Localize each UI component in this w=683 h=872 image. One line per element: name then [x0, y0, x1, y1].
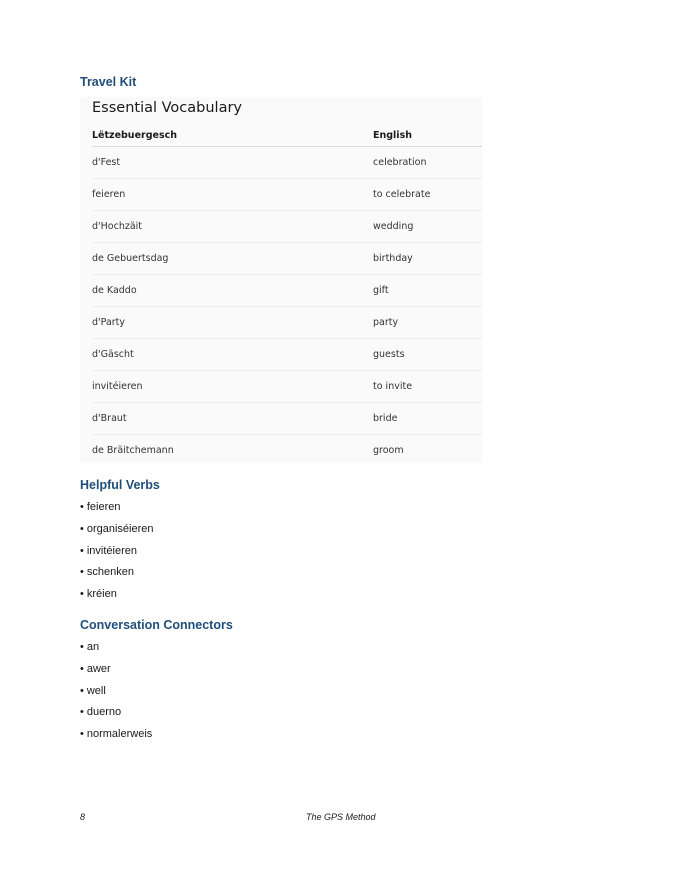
conversation-connectors-heading: Conversation Connectors — [80, 618, 233, 632]
verb-text: schenken — [86, 566, 134, 579]
book-title-footer: The GPS Method — [306, 812, 376, 822]
table-header-row — [92, 125, 482, 146]
english-term: bride — [373, 402, 482, 434]
luxembourgish-term: d'Gäscht — [92, 338, 373, 370]
verb-text: invitéieren — [86, 544, 137, 557]
list-item — [80, 724, 152, 746]
connector-text: duerno — [86, 706, 122, 719]
vocabulary-title: Essential Vocabulary — [92, 100, 242, 116]
vocabulary-table — [92, 125, 482, 466]
list-item — [80, 702, 152, 724]
table-row — [92, 402, 482, 434]
english-term: to invite — [373, 370, 482, 402]
list-item — [80, 562, 154, 584]
bullet-icon: • — [80, 588, 84, 601]
bullet-icon: • — [80, 566, 84, 579]
vocabulary-box — [80, 97, 482, 463]
luxembourgish-term: d'Party — [92, 306, 373, 338]
table-row — [92, 306, 482, 338]
luxembourgish-term: invitéieren — [92, 370, 373, 402]
table-row — [92, 242, 482, 274]
luxembourgish-term: de Bräitchemann — [92, 444, 174, 456]
table-row — [92, 274, 482, 306]
list-item — [80, 519, 154, 541]
verb-text: organiséieren — [86, 522, 154, 535]
bullet-icon: • — [80, 641, 84, 653]
connector-text: awer — [86, 662, 111, 675]
list-item — [80, 681, 152, 703]
luxembourgish-term: de Kaddo — [92, 274, 373, 306]
luxembourgish-term: d'Hochzäit — [92, 210, 373, 242]
travel-kit-heading: Travel Kit — [80, 75, 137, 89]
bullet-icon: • — [80, 684, 84, 697]
table-row — [92, 146, 482, 178]
conversation-connectors-list — [80, 637, 152, 746]
bullet-icon: • — [80, 544, 84, 557]
page-number: 8 — [80, 812, 86, 822]
english-term: wedding — [373, 210, 482, 242]
connector-text: normalerweis — [86, 728, 153, 741]
luxembourgish-term: d'Fest — [92, 146, 373, 178]
column-header-english: English — [373, 125, 482, 146]
english-term: celebration — [373, 146, 482, 178]
luxembourgish-term: de Gebuertsdag — [92, 242, 373, 274]
english-term: party — [373, 306, 482, 338]
column-header-luxembourgish: Lëtzebuergesch — [92, 125, 373, 146]
verb-text: kréien — [86, 588, 117, 601]
list-item — [80, 541, 154, 563]
helpful-verbs-list — [80, 497, 154, 606]
table-row — [92, 178, 482, 210]
english-term: gift — [373, 274, 482, 306]
table-row — [92, 210, 482, 242]
bullet-icon: • — [80, 522, 84, 535]
list-item — [80, 497, 154, 519]
bullet-icon: • — [80, 706, 84, 719]
english-term: guests — [373, 338, 482, 370]
english-term: to celebrate — [373, 178, 482, 210]
table-row — [92, 434, 482, 466]
english-term: groom — [373, 444, 404, 456]
luxembourgish-term: feieren — [92, 178, 373, 210]
helpful-verbs-heading: Helpful Verbs — [80, 478, 160, 492]
english-term: birthday — [373, 242, 482, 274]
connector-text: an — [86, 641, 100, 653]
table-row — [92, 338, 482, 370]
bullet-icon: • — [80, 728, 84, 741]
connector-text: well — [86, 684, 106, 697]
list-item — [80, 659, 152, 681]
bullet-icon: • — [80, 662, 84, 675]
table-row — [92, 370, 482, 402]
bullet-icon: • — [80, 501, 84, 513]
verb-text: feieren — [86, 501, 121, 513]
list-item — [80, 637, 152, 659]
list-item — [80, 584, 154, 606]
luxembourgish-term: d'Braut — [92, 402, 373, 434]
